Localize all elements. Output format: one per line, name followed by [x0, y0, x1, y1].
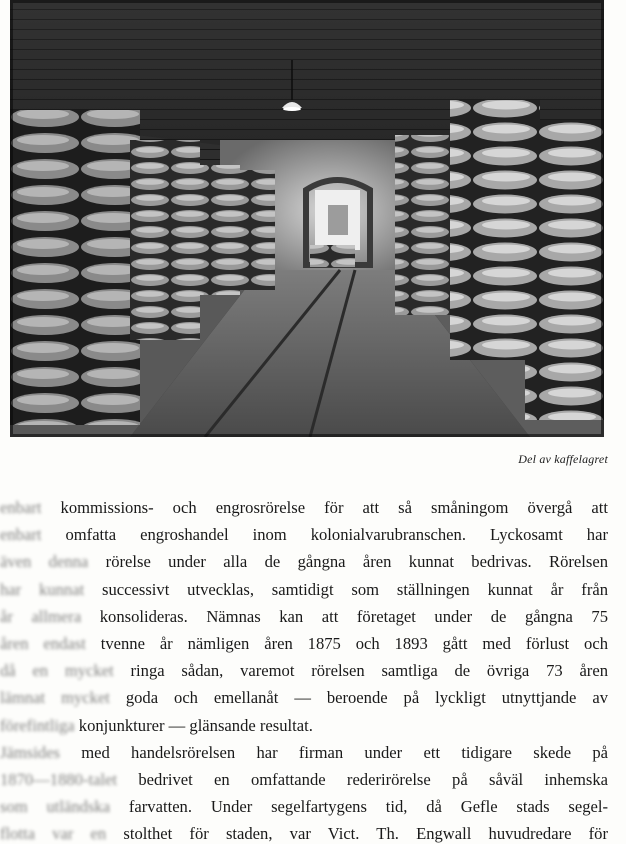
- text-line: åren endast tvenne år nämligen åren 1875 och 1893 gått med förlust och: [0, 633, 609, 653]
- text-line: enbart omfatta engroshandel inom kolonialvarubranschen. Lyckosamt har: [0, 525, 608, 545]
- text-line: flotta var en stolthet för staden, var Vict. Th. Engwall huvudredare för: [0, 824, 608, 844]
- text-line: Jämsides med handelsrörelsen har firman under ett tidigare skede på: [0, 742, 608, 762]
- text-line: lämnat mycket goda och emellanåt — beroende på lyckligt utnyttjande av: [0, 688, 608, 708]
- text-line: 1870—1880-talet bedrivet en omfattande rederirörelse på såväl inhemska: [0, 769, 608, 789]
- text-line: har kunnat successivt utvecklas, samtidigt som ställningen kunnat år från: [0, 579, 609, 599]
- text-line: enbart kommissions- och engrosrörelse för att så småningom övergå att: [0, 498, 608, 517]
- text-line: även denna rörelse under alla de gångna åren kunnat bedrivas. Rörelsen: [0, 552, 609, 572]
- text-line: år allmera konsolideras. Nämnas kan att företaget under de gångna 75: [0, 606, 608, 626]
- text-line: som utländska farvatten. Under segelfartygens tid, då Gefle stads segel-: [0, 797, 608, 817]
- photo-caption: Del av kaffelagret: [518, 452, 608, 466]
- warehouse-photograph: [10, 0, 604, 437]
- text-line: förefintliga konjunkturer — glänsande resultat.: [0, 715, 313, 735]
- text-line: då en mycket ringa sådan, varemot rörelsen samtliga de övriga 73 åren: [0, 661, 608, 681]
- body-text: [0, 494, 608, 844]
